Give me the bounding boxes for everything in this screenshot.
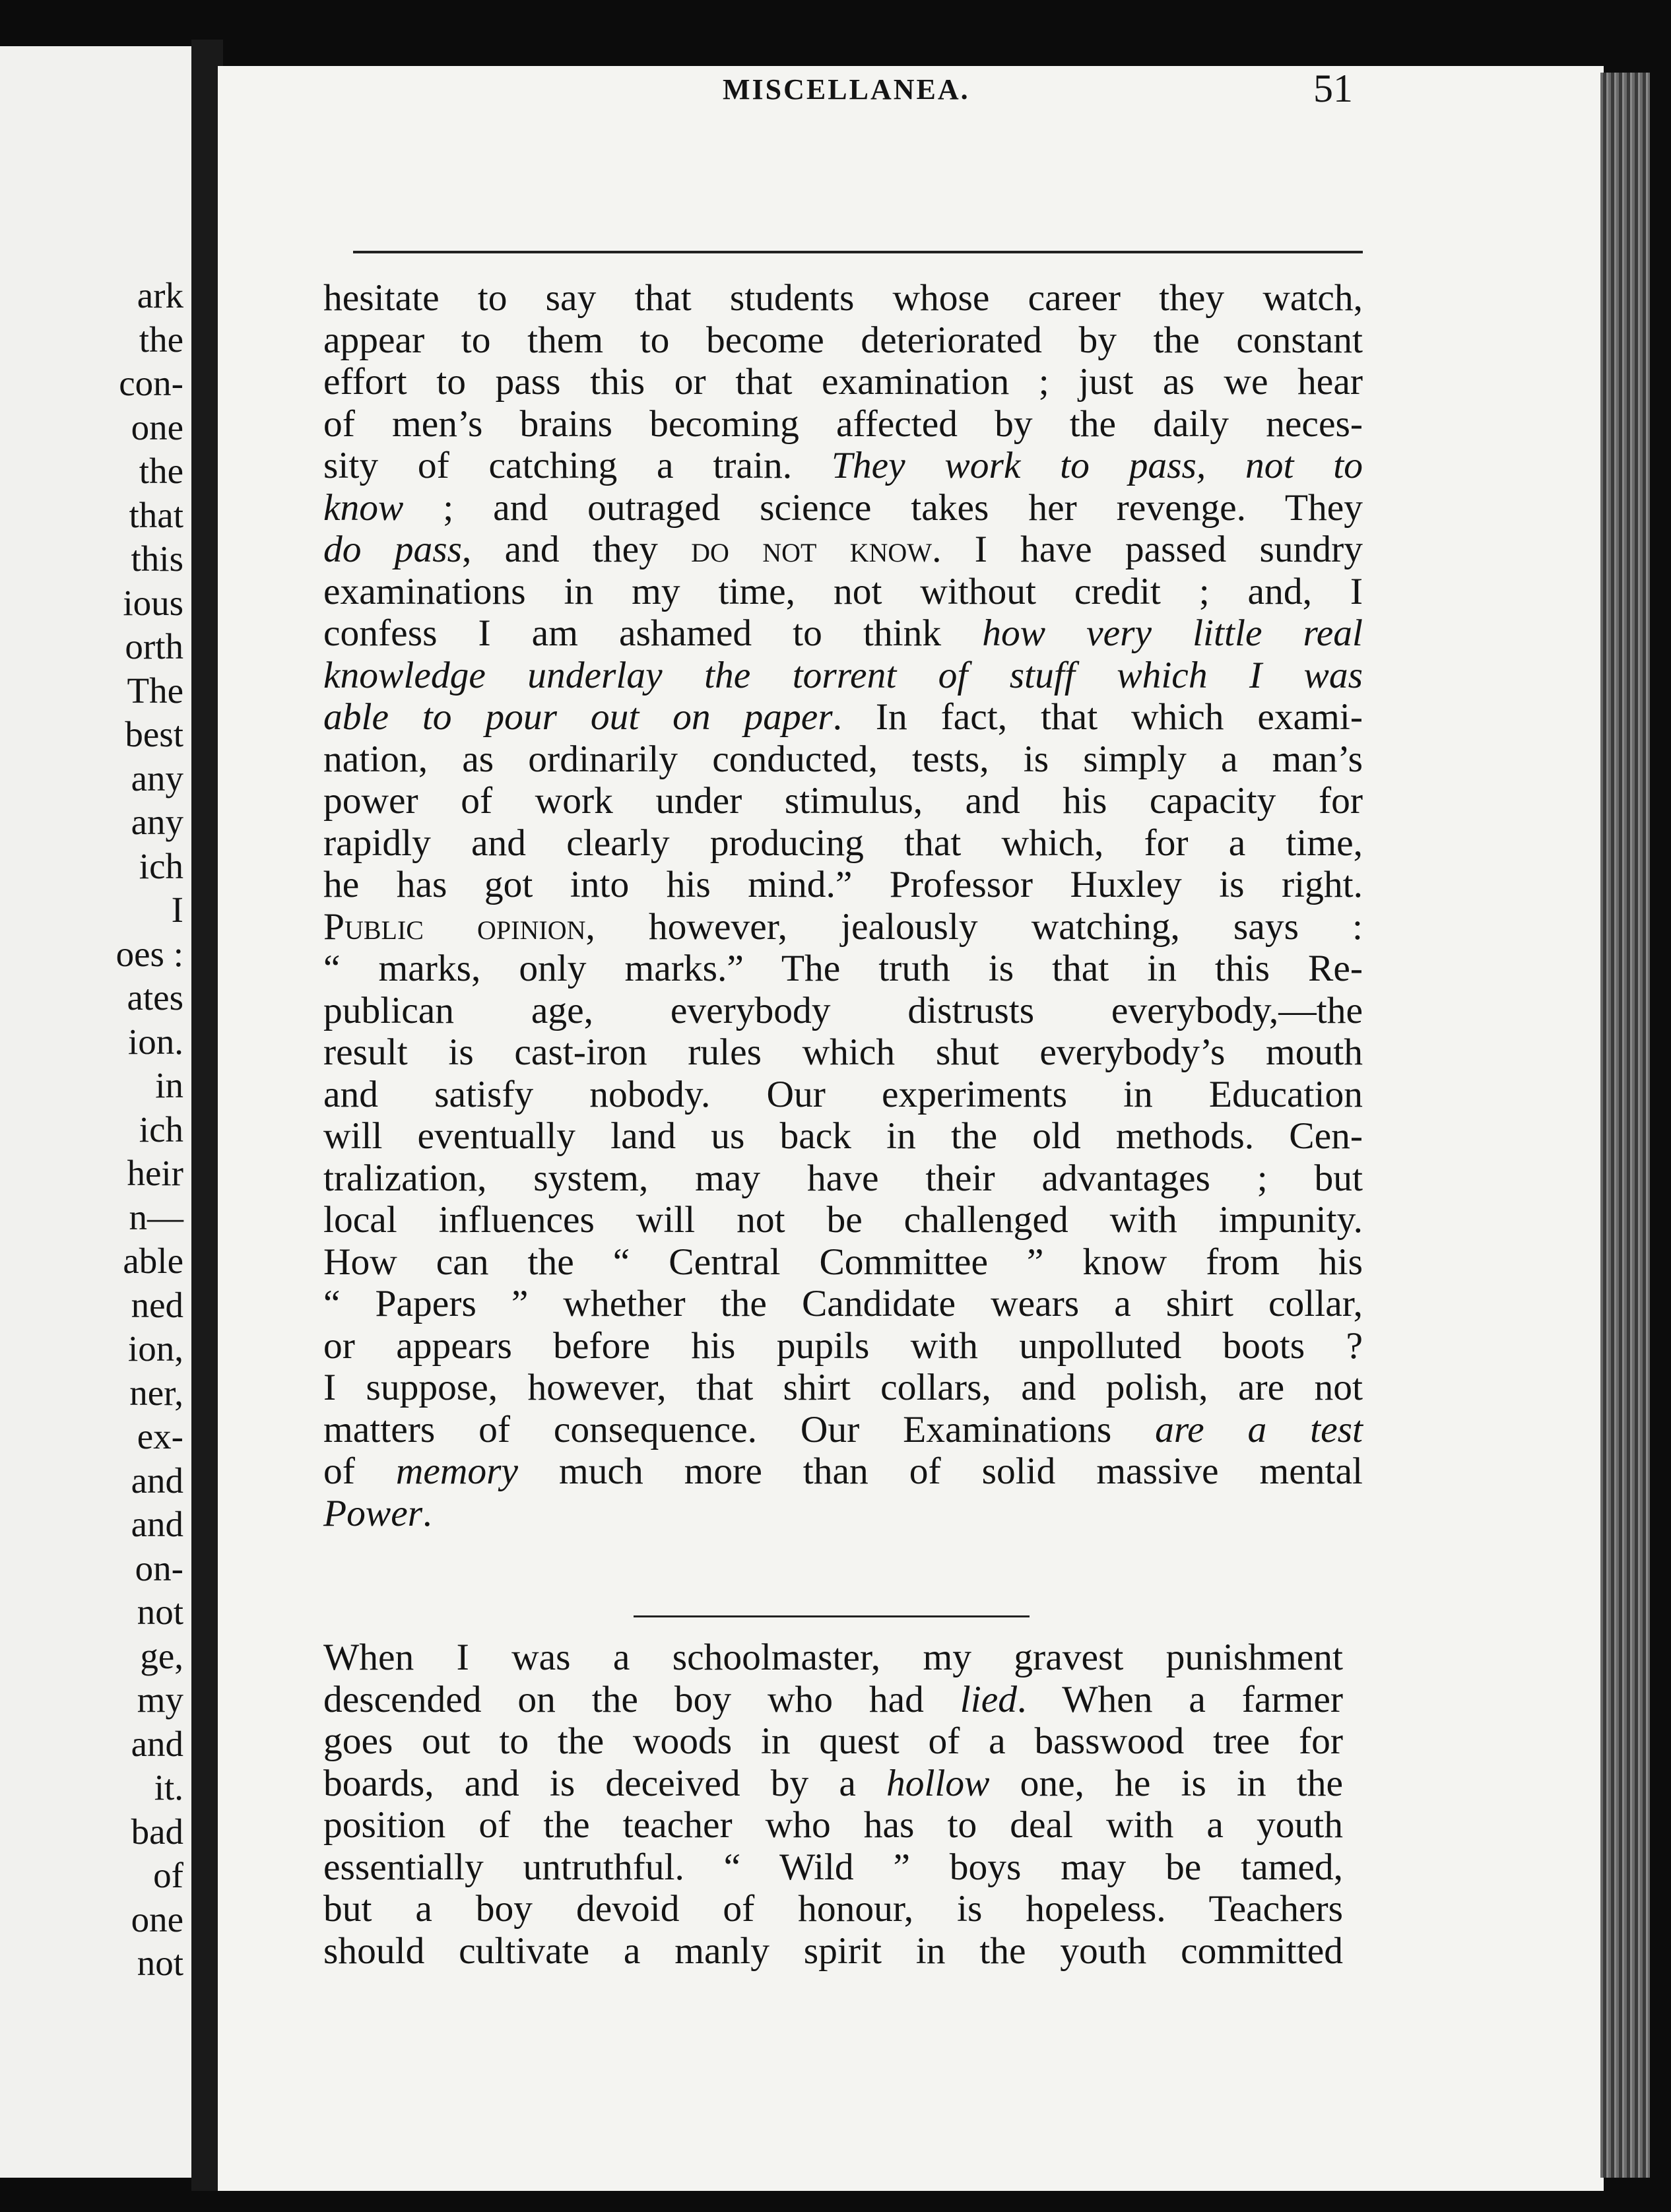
facing-page-line: ious [123, 582, 183, 623]
text-line: “ Papers ” whether the Candidate wears a shirt collar, [323, 1283, 1363, 1324]
text-line: Public opinion, however, jealously watching, says : [323, 905, 1363, 948]
facing-page-line: one [131, 1899, 183, 1939]
text-line: power of work under stimulus, and his capacity for [323, 780, 1363, 822]
facing-page-line: ich [139, 1109, 183, 1150]
text-line: When I was a schoolmaster, my gravest punishment [323, 1637, 1343, 1678]
text-line: will eventually land us back in the old methods. Cen- [323, 1115, 1363, 1157]
text-line: hesitate to say that students whose career they watch, [323, 277, 1363, 319]
text-line: know ; and outraged science takes her revenge. They [323, 486, 1363, 529]
text-line: or appears before his pupils with unpolluted boots ? [323, 1324, 1363, 1367]
facing-page-line: ark [137, 275, 183, 315]
facing-page-line: n— [129, 1196, 183, 1237]
text-line: of men’s brains becoming affected by the daily neces- [323, 403, 1363, 445]
text-line: but a boy devoid of honour, is hopeless. Teachers [323, 1888, 1343, 1930]
text-line: tralization, system, may have their advantages ; but [323, 1157, 1363, 1199]
paragraph-1 [323, 277, 1363, 1534]
facing-page-line: I [171, 890, 183, 930]
facing-page-line: any [131, 802, 183, 842]
facing-page-line: not [137, 1943, 183, 1983]
text-line: do pass, and they do not know. I have passed sundry [323, 529, 1363, 570]
page-number: 51 [1313, 67, 1353, 110]
facing-page-line: the [139, 319, 183, 360]
text-line: of memory much more than of solid massive mental [323, 1450, 1363, 1492]
facing-page-line: and [131, 1504, 183, 1544]
facing-page-line: ion. [127, 1021, 183, 1062]
text-line: local influences will not be challenged with impunity. [323, 1199, 1363, 1241]
text-line: Power. [323, 1492, 432, 1534]
facing-page-fragment [0, 46, 191, 2178]
text-line: should cultivate a manly spirit in the youth committed [323, 1930, 1343, 1972]
facing-page-line: that [129, 494, 183, 535]
facing-page-line: not [137, 1592, 183, 1632]
text-line: he has got into his mind.” Professor Huxley is right. [323, 864, 1363, 905]
section-separator [634, 1615, 1030, 1617]
facing-page-line: the [139, 451, 183, 491]
facing-page-line: oes : [115, 933, 183, 974]
text-line: I suppose, however, that shirt collars, and polish, are not [323, 1367, 1363, 1408]
text-line: effort to pass this or that examination ; just as we hear [323, 361, 1363, 403]
facing-page-line: ex- [137, 1416, 183, 1456]
facing-page-line: on- [135, 1547, 183, 1588]
text-line: result is cast-iron rules which shut everybody’s mouth [323, 1031, 1363, 1073]
facing-page-line: ion, [127, 1328, 183, 1369]
facing-page-line: ner, [129, 1372, 183, 1413]
facing-page-line: and [131, 1460, 183, 1501]
text-line: publican age, everybody distrusts everybody,—the [323, 989, 1363, 1031]
text-line: confess I am ashamed to think how very little real [323, 612, 1363, 654]
text-line: sity of catching a train. They work to pass, not to [323, 445, 1363, 486]
paragraph-2 [323, 1637, 1343, 1972]
facing-page-line: best [125, 714, 183, 754]
header-rule [353, 251, 1363, 253]
text-line: “ marks, only marks.” The truth is that in this Re- [323, 948, 1363, 989]
facing-page-line: ge, [140, 1635, 183, 1676]
facing-page-line: able [123, 1241, 183, 1281]
facing-page-line: bad [131, 1811, 183, 1852]
text-line: and satisfy nobody. Our experiments in Education [323, 1073, 1363, 1115]
facing-page-line: orth [125, 626, 183, 667]
text-line: descended on the boy who had lied. When a farmer [323, 1678, 1343, 1720]
facing-page-line: and [131, 1723, 183, 1764]
text-line: knowledge underlay the torrent of stuff which I was [323, 654, 1363, 696]
page-edges [1600, 73, 1650, 2178]
text-line: essentially untruthful. “ Wild ” boys may be tamed, [323, 1846, 1343, 1888]
facing-page-line: in [155, 1065, 183, 1105]
facing-page-line: con- [119, 363, 183, 403]
text-line: goes out to the woods in quest of a basswood tree for [323, 1720, 1343, 1762]
text-line: position of the teacher who has to deal with a youth [323, 1804, 1343, 1846]
facing-page-line: The [127, 670, 183, 711]
text-line: able to pour out on paper. In fact, that which exami- [323, 696, 1363, 738]
text-line: How can the “ Central Committee ” know from his [323, 1241, 1363, 1283]
facing-page-line: ates [127, 977, 183, 1018]
facing-page-line: this [131, 538, 183, 579]
running-title: MISCELLANEA. [723, 73, 970, 106]
facing-page-line: ned [131, 1284, 183, 1325]
facing-page-line: one [131, 407, 183, 447]
facing-page-line: ich [139, 845, 183, 886]
facing-page-line: heir [127, 1153, 183, 1193]
facing-page-line: of [153, 1855, 183, 1895]
text-line: boards, and is deceived by a hollow one, he is in the [323, 1762, 1343, 1804]
text-line: nation, as ordinarily conducted, tests, is simply a man’s [323, 738, 1363, 780]
text-line: matters of consequence. Our Examinations are a test [323, 1408, 1363, 1450]
facing-page-line: any [131, 758, 183, 798]
facing-page-line: it. [154, 1767, 183, 1807]
facing-page-line: my [137, 1679, 183, 1720]
text-line: rapidly and clearly producing that which, for a time, [323, 822, 1363, 864]
text-line: examinations in my time, not without credit ; and, I [323, 570, 1363, 612]
text-line: appear to them to become deteriorated by the constant [323, 319, 1363, 361]
